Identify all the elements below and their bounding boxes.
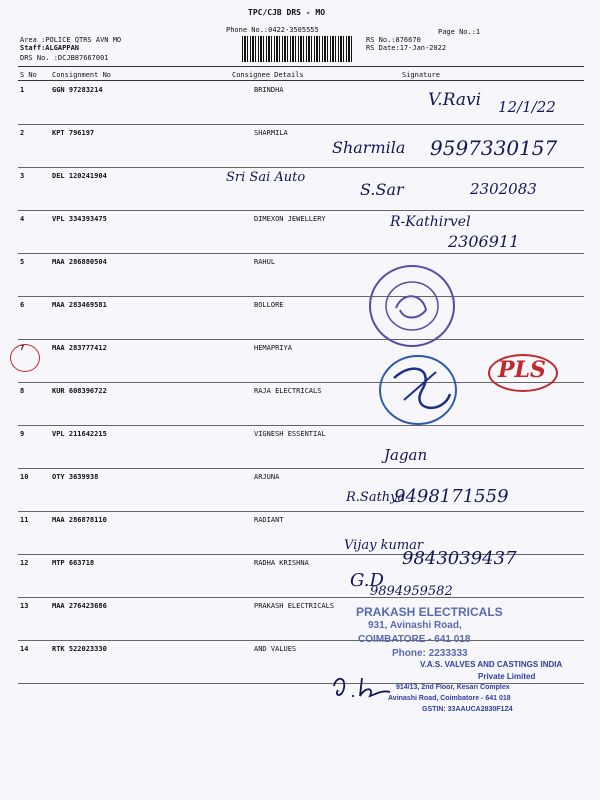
row-divider [18, 425, 584, 426]
row-divider [18, 253, 584, 254]
row-consignment-no: VPL 211642215 [52, 430, 107, 438]
row1-signature: V.Ravi [428, 90, 482, 110]
row-consignment-no: MAA 283469581 [52, 301, 107, 309]
col-consignee: Consignee Details [232, 71, 304, 79]
row-consignment-no: KUR 608396722 [52, 387, 107, 395]
document-title: TPC/CJB DRS - MO [248, 8, 326, 17]
row-consignee: BOLLORE [254, 301, 284, 309]
row-sno: 11 [20, 516, 29, 524]
row-consignment-no: KPT 796197 [52, 129, 95, 137]
row-consignee: AND VALUES [254, 645, 297, 653]
row3-handwritten-name: Sri Sai Auto [226, 170, 306, 185]
row-divider [18, 597, 584, 598]
row12-signature: G.D [350, 570, 384, 591]
row-sno: 5 [20, 258, 25, 266]
row-sno: 2 [20, 129, 25, 137]
row10-signature: R.Sathya [346, 490, 406, 505]
row-consignee: SHARMILA [254, 129, 288, 137]
row12-phone: 9894959582 [370, 584, 453, 599]
row-sno: 3 [20, 172, 25, 180]
row-sno: 10 [20, 473, 29, 481]
row-consignment-no: RTK 522023330 [52, 645, 107, 653]
staff-label [20, 44, 79, 52]
rs-number: RS No.:876670 [366, 36, 421, 44]
drs-number: DRS No. :DCJB87667001 [20, 54, 109, 62]
row-sno: 7 [20, 344, 25, 352]
row-sno: 4 [20, 215, 25, 223]
staff-value: :ALGAPPAN [41, 44, 80, 52]
row-divider [18, 339, 584, 340]
row-consignee: HEMAPRIYA [254, 344, 292, 352]
row1-date: 12/1/22 [498, 98, 556, 116]
row-consignee: BRINDHA [254, 86, 284, 94]
valves-stamp-line2: Private Limited [478, 672, 536, 681]
row-sno: 9 [20, 430, 25, 438]
pls-red-mark: PLS [498, 357, 546, 383]
barcode [242, 36, 352, 62]
area-label: Area :POLICE QTRS AVN MO [20, 36, 122, 44]
valves-stamp-line3: 914/13, 2nd Floor, Kesari Complex [396, 684, 510, 691]
row-sno: 12 [20, 559, 29, 567]
row-consignment-no: VPL 334393475 [52, 215, 107, 223]
row-divider [18, 296, 584, 297]
row-consignee: DIMEXON JEWELLERY [254, 215, 326, 223]
row3-signature: S.Sar [360, 180, 404, 199]
header-divider [18, 66, 584, 67]
row-consignee: RAHUL [254, 258, 276, 266]
prakash-stamp-address1: 931, Avinashi Road, [368, 620, 462, 631]
col-sno: S No [20, 71, 37, 79]
row-consignee: RADHA KRISHNA [254, 559, 309, 567]
row-consignment-no: MAA 286880504 [52, 258, 107, 266]
valves-stamp-line4: Avinashi Road, Coimbatore - 641 018 [388, 695, 511, 702]
row9-signature: Jagan [384, 446, 428, 464]
row-divider [18, 640, 584, 641]
row-consignment-no: DEL 120241904 [52, 172, 107, 180]
valves-stamp-gstin: GSTIN: 33AAUCA2830F1Z4 [422, 706, 513, 713]
row-divider [18, 210, 584, 211]
row-consignee: RADIANT [254, 516, 284, 524]
row-consignment-no: OTY 3639938 [52, 473, 99, 481]
row-consignment-no: MTP 663718 [52, 559, 95, 567]
row-sno: 1 [20, 86, 25, 94]
phone-number: Phone No.:0422-3505555 [226, 26, 319, 34]
row4-signature: R-Kathirvel [390, 214, 471, 230]
row-sno: 13 [20, 602, 29, 610]
staff-key: Staff [20, 44, 42, 52]
row2-phone: 9597330157 [430, 136, 558, 160]
prakash-stamp-name: PRAKASH ELECTRICALS [356, 605, 503, 619]
row10-phone: 9498171559 [394, 486, 509, 507]
row7-circle-mark [10, 344, 40, 372]
col-consignment: Consignment No [52, 71, 112, 79]
row11-name: Vijay kumar [344, 538, 424, 553]
columns-divider [18, 80, 584, 81]
row11-phone: 9843039437 [402, 548, 517, 569]
row-consignee: ARJUNA [254, 473, 280, 481]
col-signature: Signature [402, 71, 440, 79]
row-divider [18, 124, 584, 125]
rs-date: RS Date:17-Jan-2022 [366, 44, 447, 52]
row-sno: 14 [20, 645, 29, 653]
row-divider [18, 167, 584, 168]
row-consignment-no: GGN 97283214 [52, 86, 103, 94]
row4-number: 2306911 [448, 232, 520, 251]
row-divider [18, 511, 584, 512]
row3-number: 2302083 [470, 180, 537, 198]
prakash-stamp-phone: Phone: 2233333 [392, 648, 468, 659]
row-divider [18, 468, 584, 469]
prakash-stamp-address2: COIMBATORE - 641 018 [358, 634, 471, 645]
row-consignee: VIGNESH ESSENTIAL [254, 430, 326, 438]
row-consignee: RAJA ELECTRICALS [254, 387, 322, 395]
page-number: Page No.:1 [438, 28, 481, 36]
row2-signature: Sharmila [332, 138, 406, 157]
row-consignee: PRAKASH ELECTRICALS [254, 602, 335, 610]
row-sno: 8 [20, 387, 25, 395]
row-sno: 6 [20, 301, 25, 309]
row-consignment-no: MAA 283777412 [52, 344, 107, 352]
row-consignment-no: MAA 276423686 [52, 602, 107, 610]
row-consignment-no: MAA 286878110 [52, 516, 107, 524]
valves-stamp-name: V.A.S. VALVES AND CASTINGS INDIA [420, 660, 563, 669]
